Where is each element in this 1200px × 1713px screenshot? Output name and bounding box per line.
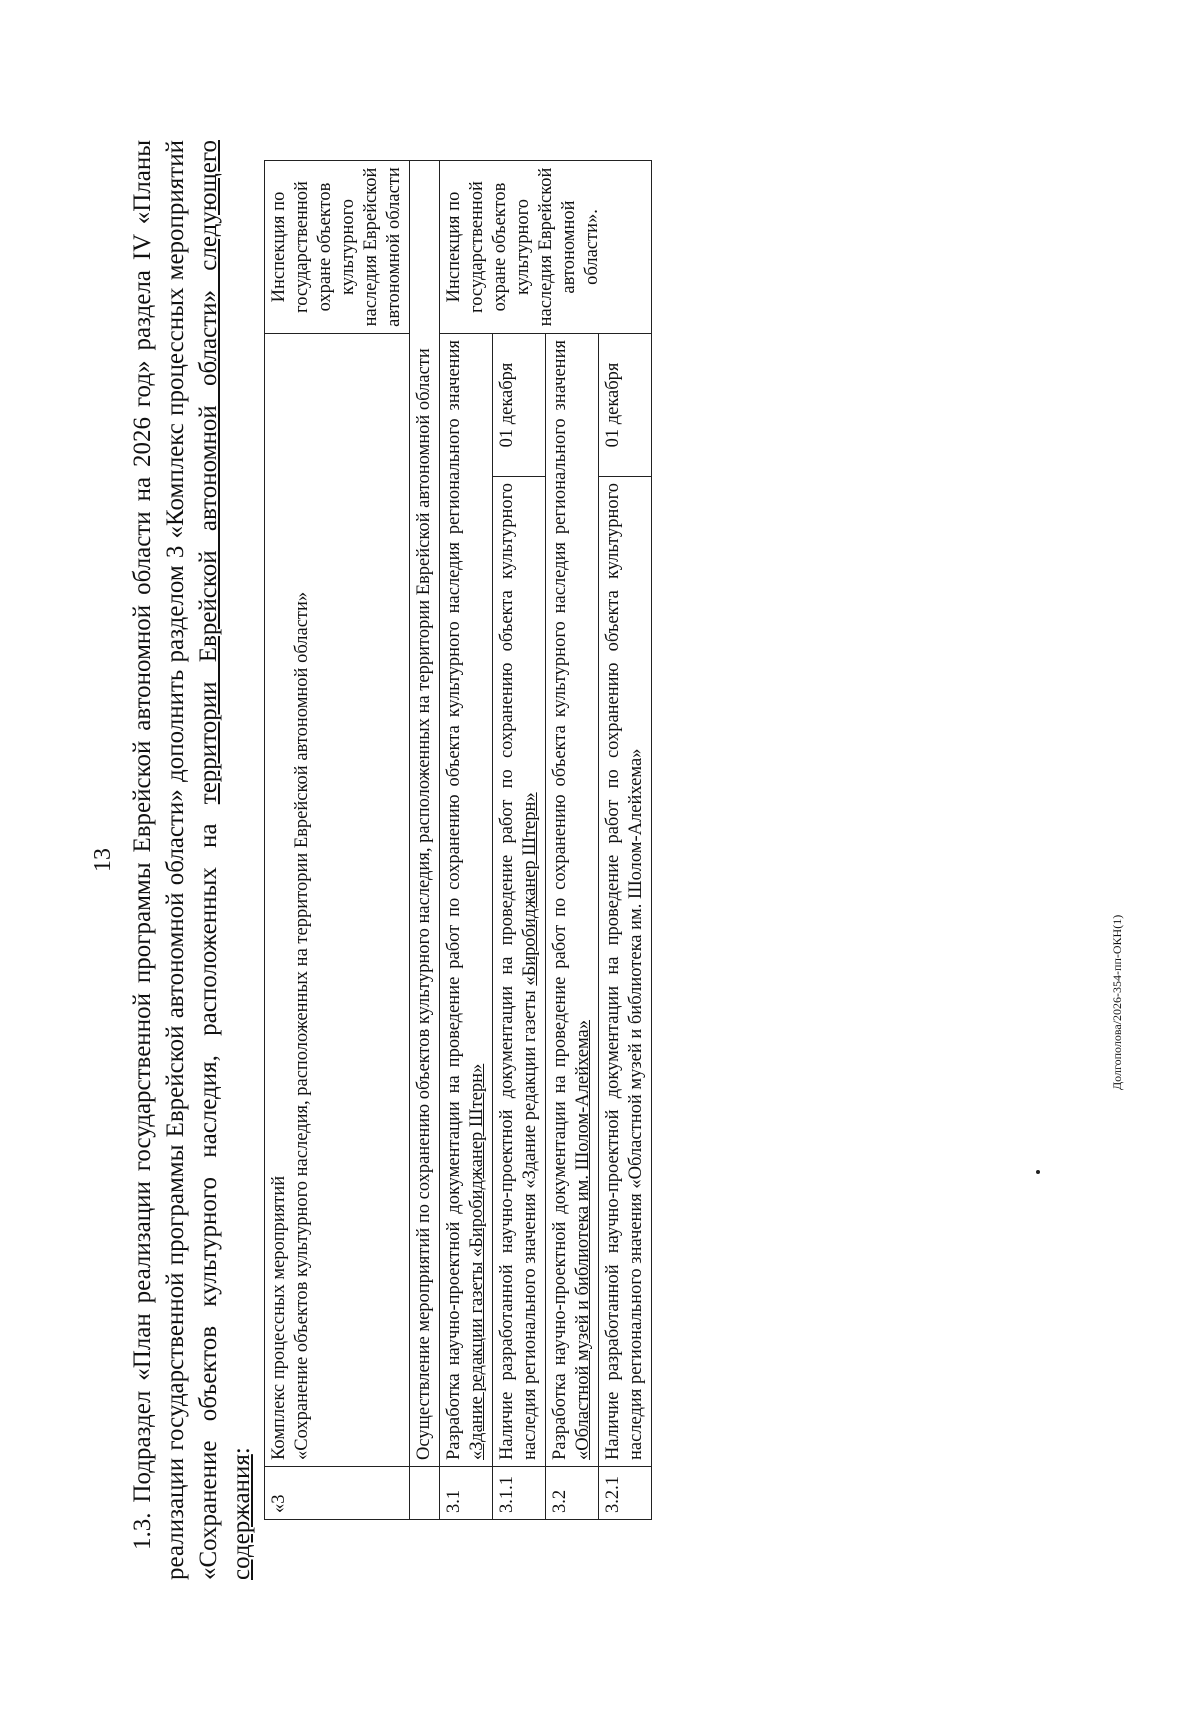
intro-text: 1.3. Подраздел «План реализации государственной программы Еврейской автономной области на 2026 год» раздела IV «Планы реализации государственной программы Еврейской автономной области» дополнить разделом 3 «Комплекс процессных мероприятий «Сохранение объектов культурного наследия, расположенных на	[129, 140, 222, 1580]
task-cell: Осуществление мероприятий по сохранению объектов культурного наследия, расположенных на территории Еврейской автономной области	[410, 161, 440, 1467]
table-row	[440, 161, 493, 1520]
measures-table	[264, 160, 652, 1520]
table-row	[546, 161, 599, 1520]
responsible-cell: Инспекция по государственной охране объектов культурного наследия Еврейской автономной области».	[440, 161, 652, 334]
document-footer: Долгополова/2026-354-пп-ОКН(1)	[1110, 914, 1124, 1090]
complex-title: Комплекс процессных мероприятий	[269, 1175, 289, 1460]
table-row	[599, 161, 652, 1520]
row-number: 3.1.1	[493, 1467, 546, 1520]
row-number: «3	[265, 1467, 410, 1520]
responsible-cell: Инспекция по государственной охране объектов культурного наследия Еврейской автономной области	[265, 161, 410, 334]
scan-speck	[1036, 1170, 1040, 1174]
indicator-cell: Наличие разработанной научно-проектной документации на проведение работ по сохранению объекта культурного наследия регионального значения «Здание редакции газеты «Биробиджанер Штерн»	[493, 477, 546, 1467]
complex-subtitle: «Сохранение объектов культурного наследия, расположенных на территории Еврейской автономной области»	[292, 591, 312, 1460]
date-cell: 01 декабря	[599, 334, 652, 477]
table-row	[493, 161, 546, 1520]
indicator-cell: Наличие разработанной научно-проектной документации на проведение работ по сохранению объекта культурного наследия регионального значения «Областной музей и библиотека им. Шолом-Алейхема»	[599, 477, 652, 1467]
date-cell: 01 декабря	[493, 334, 546, 477]
measure-cell: Разработка научно-проектной документации на проведение работ по сохранению объекта культурного наследия регионального значения «Областной музей и библиотека им. Шолом-Алейхема»	[546, 334, 599, 1467]
measure-cell: Разработка научно-проектной документации на проведение работ по сохранению объекта культурного наследия регионального значения «Здание редакции газеты «Биробиджанер Штерн»	[440, 334, 493, 1467]
intro-underlined: территории Еврейской автономной области» следующего содержания	[195, 140, 255, 1580]
intro-paragraph	[126, 140, 258, 1580]
complex-title-cell	[265, 334, 410, 1467]
row-number: 3.2	[546, 1467, 599, 1520]
table-row	[410, 161, 440, 1520]
rotated-page	[86, 80, 1166, 1640]
row-number: 3.1	[440, 1467, 493, 1520]
page-number: 13	[90, 848, 116, 872]
table-row	[265, 161, 410, 1520]
intro-colon: :	[228, 1447, 255, 1455]
row-number: 3.2.1	[599, 1467, 652, 1520]
